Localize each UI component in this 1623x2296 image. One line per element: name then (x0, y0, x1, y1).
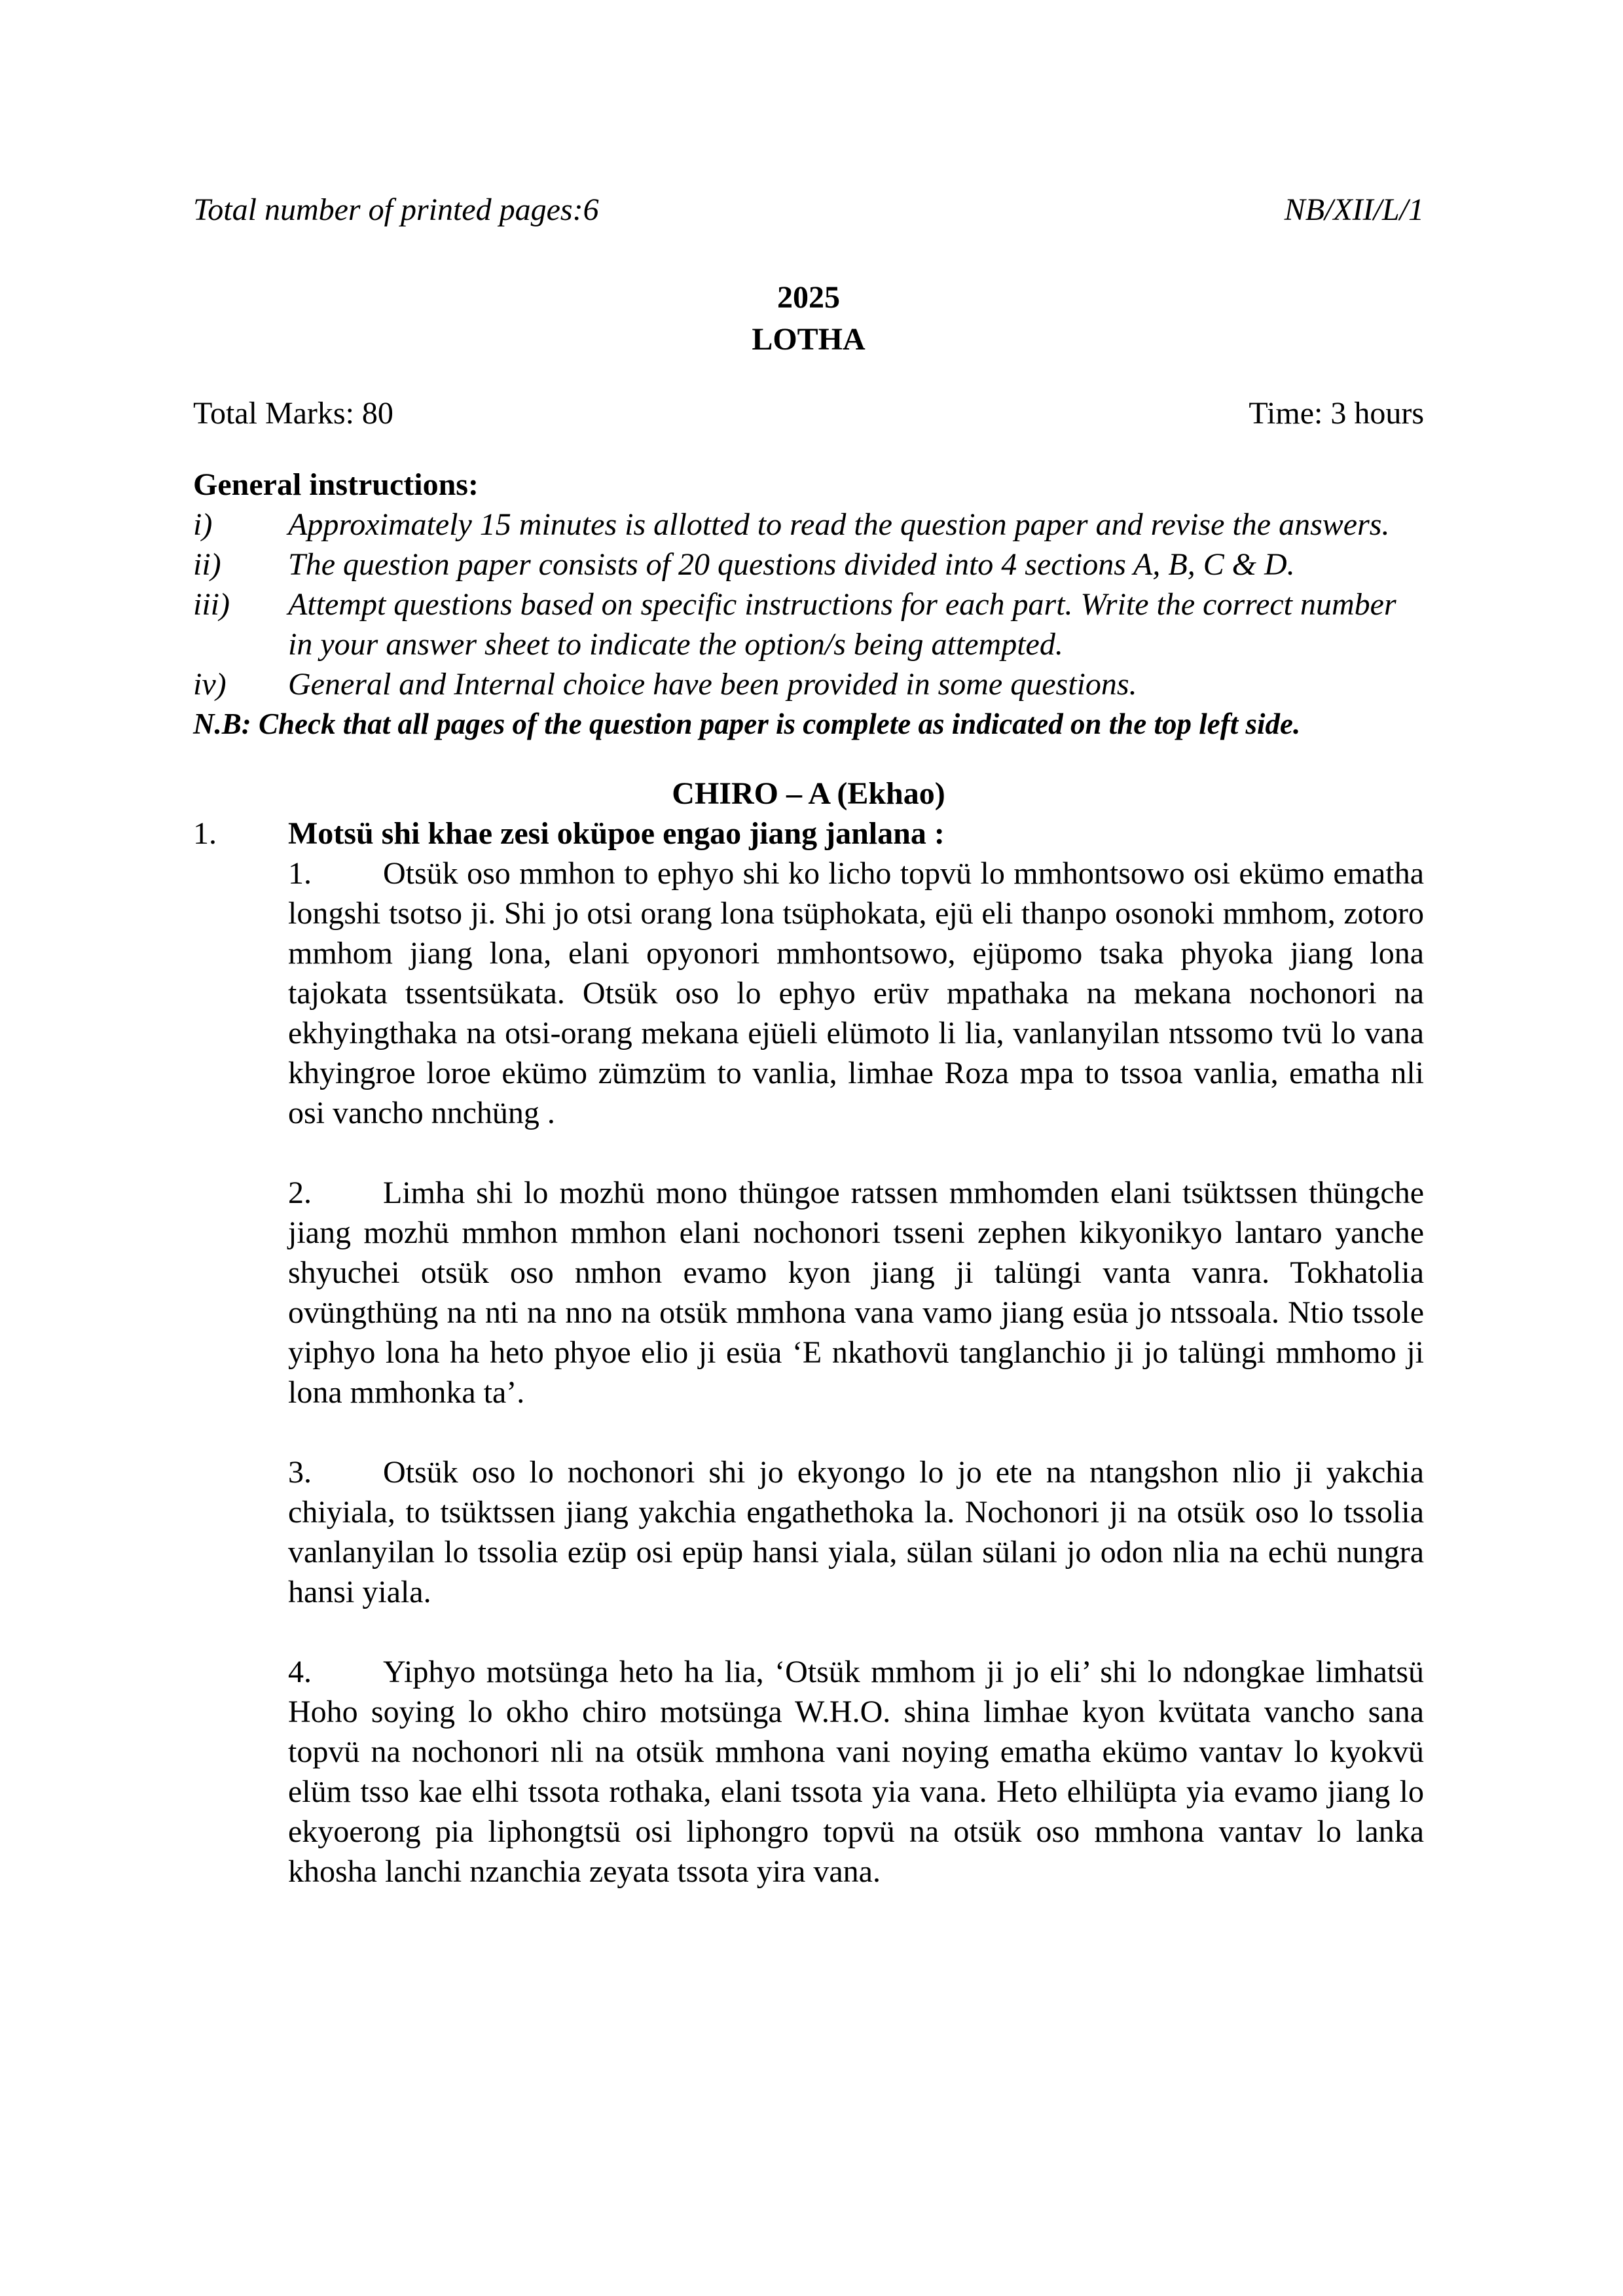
instruction-item (193, 584, 1424, 664)
passage-number: 3. (288, 1455, 312, 1490)
page-header (193, 190, 1424, 230)
passage-number: 2. (288, 1175, 312, 1210)
exam-page (193, 190, 1424, 1931)
instruction-text: Attempt questions based on specific instructions for each part. Write the correct number in your answer sheet to indicate the option/s being attempted. (288, 587, 1396, 662)
instruction-text: General and Internal choice have been provided in some questions. (288, 667, 1137, 702)
question-1 (193, 814, 1424, 853)
paper-code: NB/XII/L/1 (1284, 192, 1424, 227)
section-heading: CHIRO – A (Ekhao) (672, 776, 945, 811)
instruction-item (193, 505, 1424, 545)
passage-list (288, 853, 1424, 1892)
instruction-number: ii) (193, 547, 221, 582)
exam-subject: LOTHA (752, 322, 866, 357)
instruction-number: i) (193, 507, 213, 542)
passage-paragraph (288, 1173, 1424, 1412)
passage-paragraph (288, 1652, 1424, 1892)
passage-paragraph (288, 853, 1424, 1133)
passage-number: 4. (288, 1655, 312, 1689)
instruction-number: iv) (193, 667, 227, 702)
total-marks: Total Marks: 80 (193, 396, 393, 431)
passage-text: Yiphyo motsünga heto ha lia, ‘Otsük mmhom ji jo eli’ shi lo ndongkae limhatsü Hoho soying lo okho chiro motsünga W.H.O. shina limhae kyon kvütata vancho sana topvü na nochonori nli na otsük mmhona vani noying ematha ekümo vantav lo kyokvü elüm tsso kae elhi tssota rothaka, elani tssota yia vana. Heto elhilüpta yia evamo jiang lo ekyoerong pia liphongtsü osi liphongro topvü na otsük oso mmhona vantav lo lanka khosha lanchi nzanchia zeyata tssota yira vana. (288, 1655, 1424, 1889)
passage-text: Limha shi lo mozhü mono thüngoe ratssen mmhomden elani tsüktssen thüngche jiang mozhü mmhon mmhon elani nochonori tsseni zephen kikyonikyo lantaro yanche shyuchei otsük oso nmhon evamo kyon jiang ji talüngi vanta vanra. Tokhatolia ovüngthüng na nti na nno na otsük mmhona vana vamo jiang esüa jo ntssoala. Ntio tssole yiphyo lona ha heto phyoe elio ji esüa ‘E nkathovü tanglanchio ji jo talüngi mmhomo ji lona mmhonka ta’. (288, 1175, 1424, 1410)
exam-year: 2025 (777, 280, 840, 315)
passage-number: 1. (288, 856, 312, 891)
passage-paragraph (288, 1452, 1424, 1612)
question-number: 1. (193, 816, 217, 851)
instruction-text: The question paper consists of 20 questions divided into 4 sections A, B, C & D. (288, 547, 1295, 582)
instruction-text: Approximately 15 minutes is allotted to read the question paper and revise the answers. (288, 507, 1390, 542)
passage-text: Otsük oso lo nochonori shi jo ekyongo lo jo ete na ntangshon nlio ji yakchia chiyiala, to tsüktssen jiang yakchia engathethoka la. Nochonori ji na otsük oso lo tssolia vanlanyilan lo tssolia ezüp osi epüp hansi yiala, sülan sülani jo odon nlia na echü nungra hansi yiala. (288, 1455, 1424, 1609)
nb-note: N.B: Check that all pages of the question paper is complete as indicated on the top left side. (193, 708, 1301, 740)
printed-pages-note: Total number of printed pages:6 (193, 192, 599, 227)
instruction-item (193, 664, 1424, 704)
instructions-heading: General instructions: (193, 467, 479, 502)
exam-time: Time: 3 hours (1249, 396, 1424, 431)
instruction-item (193, 545, 1424, 584)
question-text: Motsü shi khae zesi oküpoe engao jiang janlana : (288, 816, 945, 851)
exam-meta (193, 393, 1424, 433)
passage-text: Otsük oso mmhon to ephyo shi ko licho topvü lo mmhontsowo osi ekümo ematha longshi tsotso ji. Shi jo otsi orang lona tsüphokata, ejü eli thanpo osonoki mmhom, zotoro mmhom jiang lona, elani opyonori mmhontsowo, ejüpomo tsaka phyoka jiang lona tajokata tssentsükata. Otsük oso lo ephyo erüv mpathaka na mekana nochonori na ekhyingthaka na otsi-orang mekana ejüeli elümoto li lia, vanlanyilan ntssomo tvü lo vana khyingroe loroe ekümo zümzüm to vanlia, limhae Roza mpa to tssoa vanlia, ematha nli osi vancho nnchüng . (288, 856, 1424, 1130)
exam-title (193, 277, 1424, 361)
general-instructions (193, 465, 1424, 744)
instruction-number: iii) (193, 587, 230, 622)
